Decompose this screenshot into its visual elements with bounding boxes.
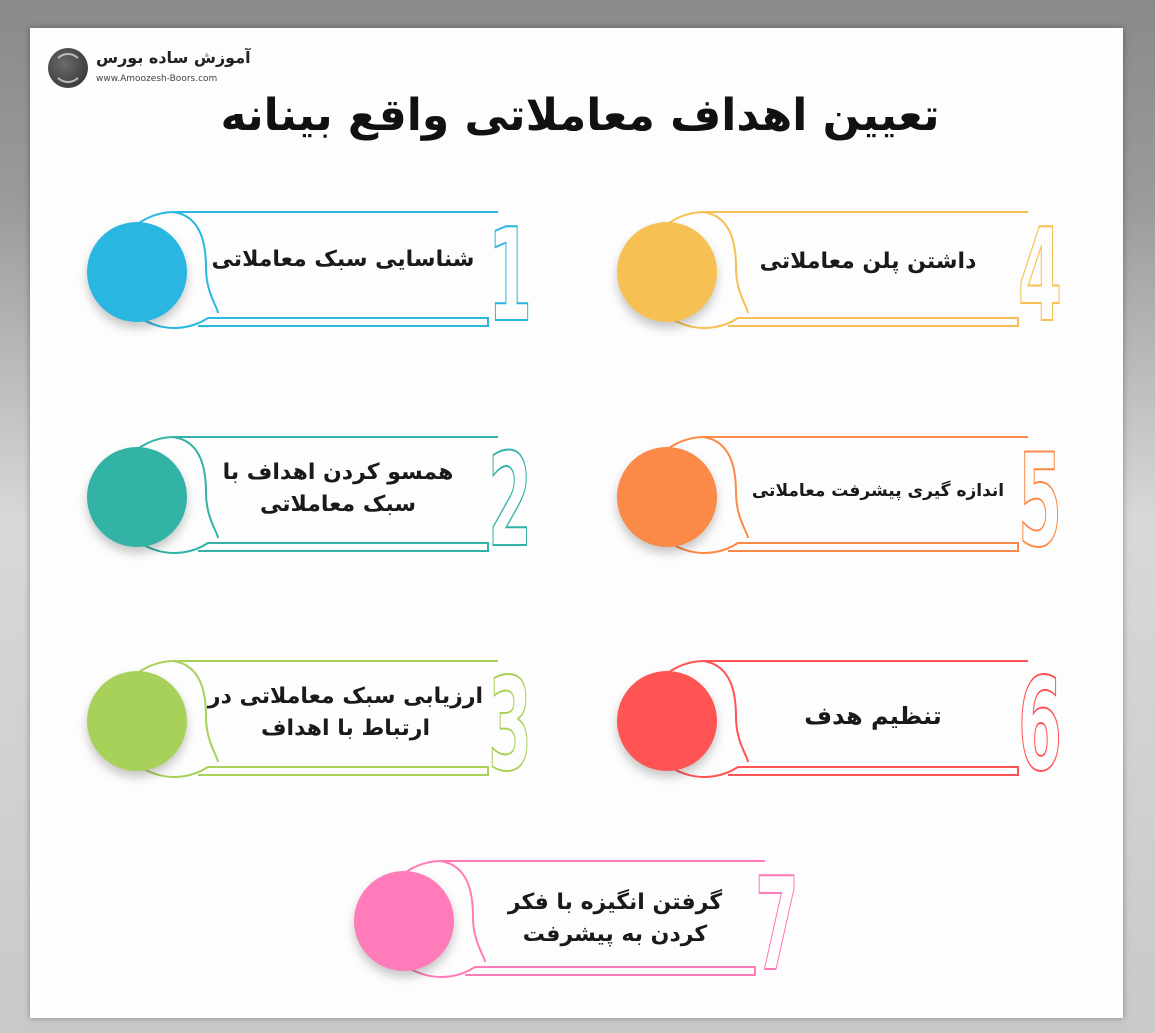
step-numeral: 2	[488, 427, 532, 576]
step-numeral: 3	[488, 651, 532, 800]
step-dot	[87, 222, 187, 322]
step-dot	[354, 871, 454, 971]
step-card-1	[78, 202, 538, 351]
step-dot	[87, 671, 187, 771]
step-dot	[617, 447, 717, 547]
step-label: اندازه گیری پیشرفت معاملاتی	[751, 481, 1005, 501]
step-dot	[617, 671, 717, 771]
step-numeral: 5	[1018, 427, 1062, 576]
step-numeral: 1	[488, 202, 532, 351]
step-card-5	[608, 427, 1068, 576]
step-numeral: 6	[1018, 651, 1062, 800]
step-label: شناسایی سبک معاملاتی	[211, 247, 475, 272]
step-card-6	[608, 651, 1068, 800]
globe-icon	[48, 48, 88, 88]
step-dot	[87, 447, 187, 547]
brand-url: www.Amoozesh-Boors.com	[96, 74, 218, 84]
step-card-7	[345, 851, 805, 1000]
step-label: ارزیابی سبک معاملاتی در ارتباط با اهداف	[207, 684, 484, 741]
brand-logo	[48, 46, 251, 96]
step-card-2	[78, 427, 538, 576]
step-label: داشتن پلن معاملاتی	[759, 249, 977, 274]
step-card-4	[608, 202, 1068, 351]
step-label: تنظیم هدف	[804, 702, 942, 730]
step-label: همسو کردن اهداف با سبک معاملاتی	[222, 460, 454, 517]
step-numeral: 7	[755, 851, 799, 1000]
step-numeral: 4	[1018, 202, 1062, 351]
brand-name: آموزش ساده بورس	[96, 48, 251, 67]
step-dot	[617, 222, 717, 322]
step-label: گرفتن انگیزه با فکر کردن به پیشرفت	[507, 890, 723, 947]
page-title: تعیین اهداف معاملاتی واقع بینانه	[220, 90, 940, 141]
step-card-3	[78, 651, 538, 800]
